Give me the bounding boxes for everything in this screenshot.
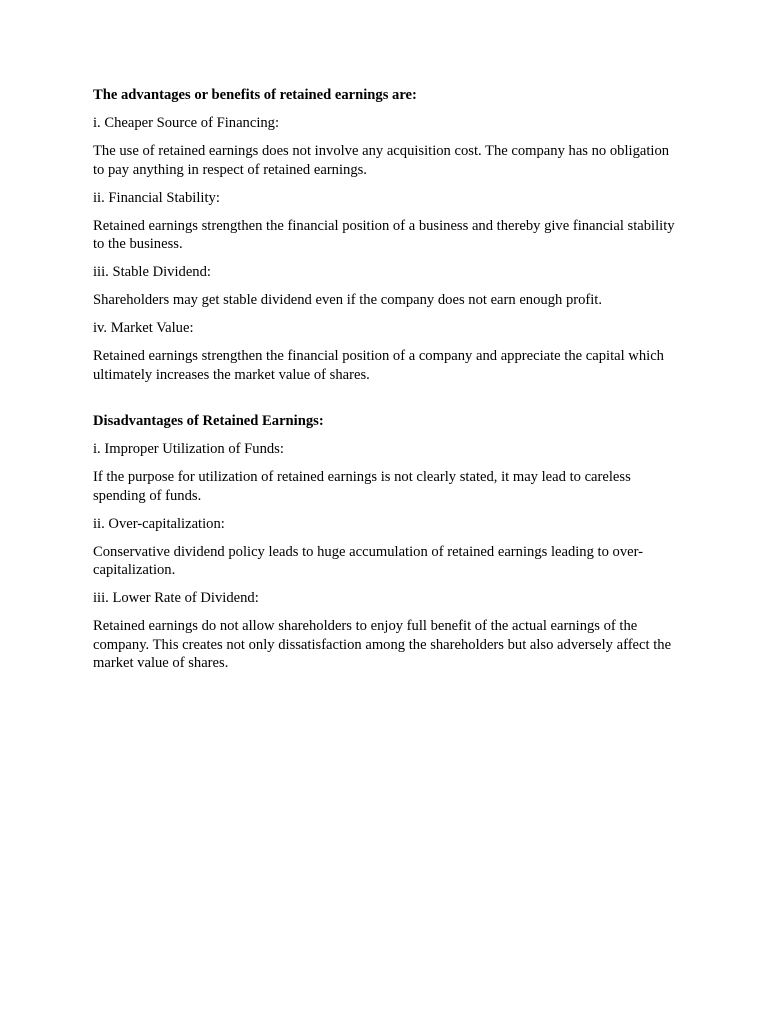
document-page <box>93 86 683 673</box>
disadvantage-2-body: Conservative dividend policy leads to huge accumulation of retained earnings leading to over-capitalization. <box>93 543 644 578</box>
disadvantages-heading: Disadvantages of Retained Earnings: <box>93 413 324 429</box>
advantage-1-title: i. Cheaper Source of Financing: <box>93 115 280 131</box>
disadvantage-1-body: If the purpose for utilization of retained earnings is not clearly stated, it may lead to careless spending of funds. <box>93 469 631 504</box>
advantage-3-body: Shareholders may get stable dividend even if the company does not earn enough profit. <box>93 292 603 308</box>
disadvantage-3-body: Retained earnings do not allow shareholders to enjoy full benefit of the actual earnings of the company. This creates not only dissatisfaction among the shareholders but also adversely affect the market value of shares. <box>93 618 672 671</box>
advantage-2-body: Retained earnings strengthen the financial position of a business and thereby give financial stability to the business. <box>93 217 675 252</box>
advantages-heading: The advantages or benefits of retained earnings are: <box>93 87 417 103</box>
advantage-4-title: iv. Market Value: <box>93 320 194 336</box>
advantage-4-body: Retained earnings strengthen the financial position of a company and appreciate the capital which ultimately increases the market value of shares. <box>93 348 664 383</box>
disadvantage-1-title: i. Improper Utilization of Funds: <box>93 441 284 457</box>
advantage-3-title: iii. Stable Dividend: <box>93 264 211 280</box>
disadvantage-3-title: iii. Lower Rate of Dividend: <box>93 590 259 606</box>
disadvantage-2-title: ii. Over-capitalization: <box>93 515 225 532</box>
advantage-2-title: ii. Financial Stability: <box>93 189 220 206</box>
advantage-1-body: The use of retained earnings does not involve any acquisition cost. The company has no obligation to pay anything in respect of retained earnings. <box>93 143 670 178</box>
